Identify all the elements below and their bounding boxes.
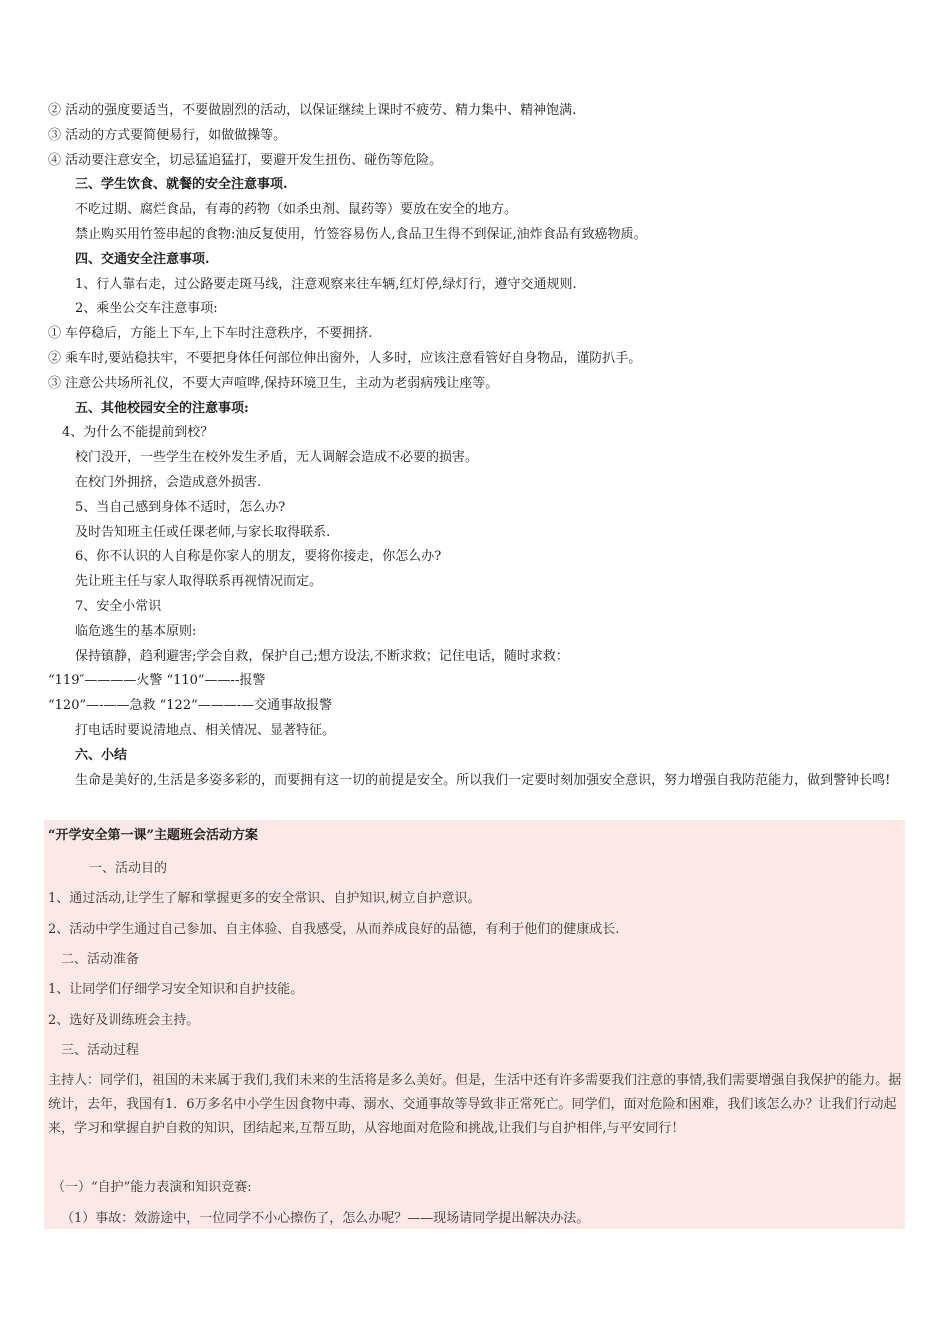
activity-rule-4: ④ 活动要注意安全，切忌猛追猛打，要避开发生扭伤、碰伤等危险。 [48, 152, 443, 168]
activity-rule-2: ② 活动的强度要适当，不要做剧烈的活动，以保证继续上课时不疲劳、精力集中、精神饱满. [48, 103, 577, 118]
heading-traffic-safety: 四、交通安全注意事项. [75, 251, 210, 267]
safety-notes-section [48, 99, 908, 793]
traffic-rule-1: 1、行人靠右走，过公路要走斑马线，注意观察来往车辆,红灯停,绿灯行，遵守交通规则. [75, 276, 577, 292]
activity-rule-3: ③ 活动的方式要简便易行，如做做操等。 [48, 127, 287, 143]
food-rule-1: 不吃过期、腐烂食品，有毒的药物（如杀虫剂、鼠药等）要放在安全的地方。 [75, 202, 518, 218]
emergency-numbers-2: “120”—-——急救 “122”———-—交通事故报警 [48, 698, 333, 714]
plan-heading-purpose: 一、活动目的 [89, 861, 168, 876]
process-part-1-item: （1）事故：效游途中，一位同学不小心擦伤了，怎么办呢？——现场请同学提出解决办法。 [61, 1211, 590, 1226]
escape-principles-label: 临危逃生的基本原则: [75, 623, 197, 639]
bus-rule-3: ③ 注意公共场所礼仪，不要大声喧哗,保持环境卫生，主动为老弱病残让座等。 [48, 375, 499, 391]
question-5: 5、当自己感到身体不适时，怎么办? [75, 499, 286, 515]
heading-summary: 六、小结 [75, 747, 128, 763]
plan-heading-preparation: 二、活动准备 [61, 952, 140, 967]
heading-food-safety: 三、学生饮食、就餐的安全注意事项. [75, 177, 288, 193]
answer-5: 及时告知班主任或任课老师,与家长取得联系. [75, 524, 331, 540]
question-4: 4、为什么不能提前到校？ [62, 425, 214, 441]
class-meeting-plan [44, 820, 905, 1229]
emergency-numbers-1: “119″————火警 “110”——--报警 [48, 673, 266, 689]
question-6: 6、你不认识的人自称是你家人的朋友，要将你接走，你怎么办? [75, 549, 442, 565]
bus-rule-2: ② 乘车时,要站稳扶牢，不要把身体任何部位伸出窗外，人多时，应该注意看管好自身物品，谨防扒手。 [48, 350, 642, 366]
purpose-item-1: 1、通过活动,让学生了解和掌握更多的安全常识、自护知识,树立自护意识。 [48, 891, 481, 906]
process-part-1: （一）“自护”能力表演和知识竞赛: [52, 1180, 252, 1195]
bus-rule-1: ① 车停稳后，方能上下车,上下车时注意秩序，不要拥挤. [48, 326, 373, 342]
answer-6: 先让班主任与家人取得联系再视情况而定。 [75, 574, 323, 590]
escape-principles: 保持镇静，趋利避害;学会自救，保护自己;想方设法,不断求救；记住电话，随时求救： [75, 648, 569, 664]
plan-title: “开学安全第一课”主题班会活动方案 [48, 828, 258, 843]
preparation-item-1: 1、让同学们仔细学习安全知识和自护技能。 [48, 982, 304, 997]
answer-4b: 在校门外拥挤，会造成意外损害. [75, 474, 262, 490]
preparation-item-2: 2、选好及训练班会主持。 [48, 1013, 200, 1028]
traffic-rule-2: 2、乘坐公交车注意事项: [75, 301, 218, 317]
heading-campus-safety: 五、其他校园安全的注意事项: [75, 400, 249, 416]
answer-4a: 校门没开，一些学生在校外发生矛盾，无人调解会造成不必要的损害。 [75, 450, 479, 466]
purpose-item-2: 2、活动中学生通过自己参加、自主体验、自我感受，从而养成良好的品德，有利于他们的健康成长. [48, 922, 620, 937]
plan-heading-process: 三、活动过程 [61, 1043, 140, 1058]
call-instructions: 打电话时要说清地点、相关情况、显著特征。 [75, 722, 336, 738]
safety-tips-title: 7、安全小常识 [75, 598, 162, 614]
food-rule-2: 禁止购买用竹签串起的食物:油反复使用，竹签容易伤人,食品卫生得不到保证,油炸食品有致癌物质。 [75, 226, 647, 242]
host-speech: 主持人：同学们，祖国的未来属于我们,我们未来的生活将是多么美好。但是，生活中还有许多需要我们注意的事情,我们需要增强自我保护的能力。据统计，去年，我国有1．6万多名中小学生因食物中毒、溺水、交通事故等导致非正常死亡。同学们，面对危险和困难，我们该怎么办？让我们行动起来，学习和掌握自护自救的知识，团结起来,互帮互助，从容地面对危险和挑战,让我们与自护相伴,与平安同行！ [48, 1073, 902, 1136]
summary-paragraph: 生命是美好的,生活是多姿多彩的，而要拥有这一切的前提是安全。所以我们一定要时刻加强安全意识，努力增强自我防范能力，做到警钟长鸣! [75, 772, 891, 788]
